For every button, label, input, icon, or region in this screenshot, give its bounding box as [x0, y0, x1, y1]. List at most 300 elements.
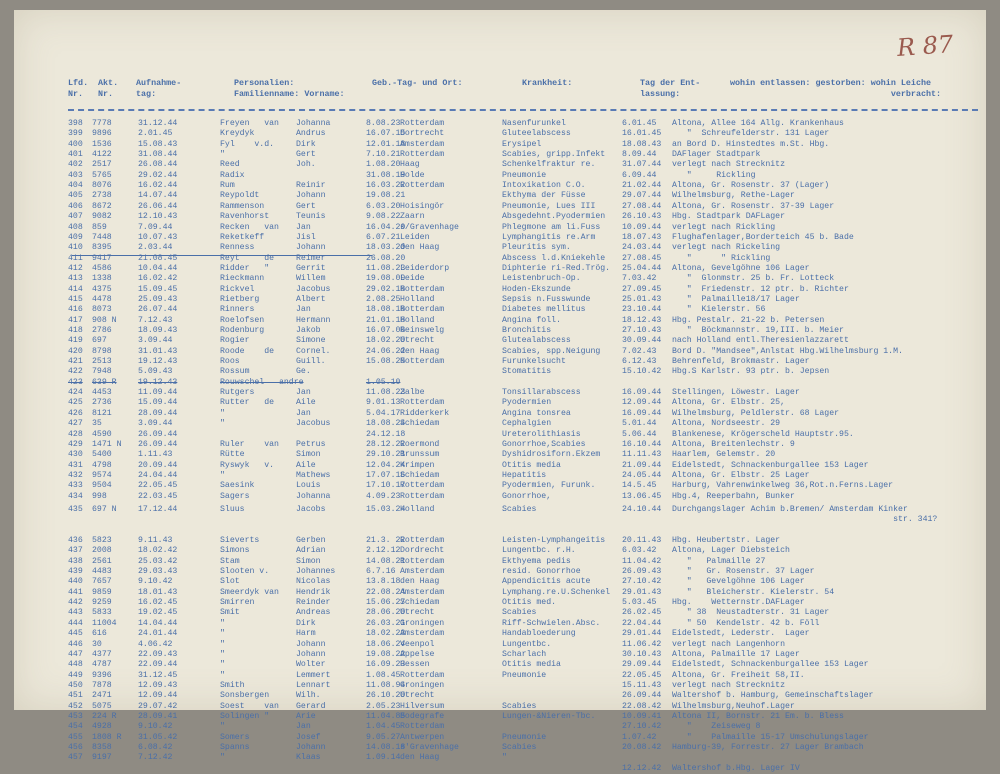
table-row [14, 149, 986, 160]
geb-tag: 5.04.17 [366, 408, 401, 418]
entlassung-tag: 12.09.44 [622, 398, 662, 408]
wohin-entlassen: " Glonmstr. 25 b. Fr. Lotteck [672, 274, 835, 284]
wohin-entlassen: " Bleicherstr. Kielerstr. 54 [672, 587, 835, 597]
lfd-nr: 427 [68, 419, 83, 429]
table-row [14, 690, 986, 701]
vorname: Guill. [296, 357, 326, 367]
wohin-entlassen: verlegt nach Strecknitz [672, 160, 786, 170]
table-row [14, 449, 986, 460]
table-row [14, 514, 986, 525]
lfd-nr: 438 [68, 556, 83, 566]
lfd-nr: 408 [68, 222, 83, 232]
vorname: Dirk [296, 139, 316, 149]
akt-nr: 8076 [92, 181, 112, 191]
lfd-nr: 407 [68, 212, 83, 222]
krankheit: Dyshidrosiforn.Ekzem [502, 450, 601, 460]
header-geb: Geb.-Tag- und Ort: [372, 78, 463, 88]
akt-nr: 8073 [92, 305, 112, 315]
wohin-entlassen: Eidelstedt, Schnackenburgallee 153 Lager [672, 660, 869, 670]
entlassung-tag: 27.10.43 [622, 326, 662, 335]
krankheit: Gonorrhoe,Scabies [502, 439, 586, 449]
table-row [14, 480, 986, 491]
akt-nr: 2471 [92, 691, 112, 701]
geb-ort: Groningen [400, 680, 445, 690]
familienname: Saesink [220, 481, 255, 491]
table-row [14, 273, 986, 284]
akt-nr: 2786 [92, 326, 112, 335]
vorname: Nicolas [296, 577, 331, 587]
table-row [14, 525, 986, 536]
geb-tag: 7.10.21 [366, 150, 401, 160]
krankheit: Tonsillarabscess [502, 388, 581, 398]
familienname: Ravenhorst [220, 212, 270, 222]
geb-ort: s'Gravenhage [400, 743, 459, 752]
wohin-entlassen: Altona, Gr. Rosenstr. 37 (Lager) [672, 181, 830, 191]
vorname: Gerben [296, 536, 326, 545]
akt-nr: 7878 [92, 680, 112, 690]
lfd-nr: 446 [68, 639, 83, 649]
header-aufnahme: Aufnahme- tag: [136, 78, 182, 99]
lfd-nr: 406 [68, 201, 83, 211]
vorname: Hermann [296, 315, 331, 325]
aufnahme-tag: 15.08.43 [138, 139, 178, 149]
geb-ort: Schiedam [400, 470, 440, 480]
vorname: Johannes [296, 567, 336, 577]
vorname: Simon [296, 450, 321, 460]
akt-nr: 35 [92, 419, 102, 429]
lfd-nr: 453 [68, 711, 83, 721]
geb-ort: Ridderkerk [400, 408, 450, 418]
krankheit: Absgedehnt.Pyodermien [502, 212, 606, 222]
geb-ort: Krimpen [400, 460, 435, 470]
wohin-entlassen: Waltershof b. Hamburg, Gemeinschaftslager [672, 691, 874, 701]
vorname: Jan [296, 305, 311, 315]
geb-tag: 2.05.23 [366, 701, 401, 711]
geb-ort: Groningen [400, 618, 445, 628]
akt-nr: 2008 [92, 546, 112, 556]
entlassung-tag: 16.09.44 [622, 408, 662, 418]
table-row [14, 460, 986, 471]
familienname: Reypoldt [220, 191, 260, 201]
wohin-entlassen: " Gr. Rosenstr. 37 Lager [672, 567, 815, 577]
geb-tag: 8.08.23 [366, 119, 401, 128]
geb-tag: 22.08.24 [366, 587, 406, 597]
wohin-entlassen: Eidelstedt, Lederstr. Lager [672, 629, 810, 639]
krankheit: Hepatitis [502, 470, 547, 480]
entlassung-tag: 26.02.45 [622, 608, 662, 618]
aufnahme-tag: 14.07.44 [138, 191, 178, 201]
table-row [14, 752, 986, 763]
akt-nr: 1808 R [92, 732, 122, 742]
wohin-entlassen: DAFlager Stadtpark [672, 150, 761, 160]
geb-tag: 18.02.20 [366, 336, 406, 346]
vorname: Andrus [296, 129, 326, 139]
lfd-nr: 442 [68, 598, 83, 608]
table-row [14, 170, 986, 181]
familienname: Slot [220, 577, 240, 587]
krankheit: Diphterie ri-Red.Trög. [502, 263, 611, 273]
wohin-entlassen: Altona, Breitenlechstr. 9 [672, 439, 795, 449]
familienname: Smeerdyk van [220, 587, 279, 597]
familienname: Rossum [220, 367, 250, 377]
lfd-nr: 424 [68, 388, 83, 398]
wohin-entlassen: Altona, Lager Diebsteich [672, 546, 790, 556]
table-row [14, 711, 986, 722]
akt-nr: 4122 [92, 150, 112, 160]
geb-ort: Roermond [400, 439, 440, 449]
table-row [14, 222, 986, 233]
strikethrough-line [72, 255, 372, 256]
table-row [14, 159, 986, 170]
table-row [14, 180, 986, 191]
geb-tag: 16.07.06 [366, 326, 406, 335]
entlassung-tag: 25.01.43 [622, 294, 662, 304]
vorname: Jan [296, 388, 311, 398]
familienname: Rieckmann [220, 274, 265, 284]
akt-nr: 859 [92, 222, 107, 232]
geb-ort: Rotterdam [400, 722, 445, 732]
geb-tag: 16.04.20 [366, 222, 406, 232]
lfd-nr: 433 [68, 481, 83, 491]
krankheit: Ekthyma der Füsse [502, 191, 586, 201]
familienname: " [220, 408, 225, 418]
lfd-nr: 439 [68, 567, 83, 577]
vorname: Lemmert [296, 670, 331, 680]
akt-nr: 1536 [92, 139, 112, 149]
lfd-nr: 400 [68, 139, 83, 149]
geb-ort: Amsterdam [400, 629, 445, 639]
vorname: Jan [296, 222, 311, 232]
vorname: Johann [296, 743, 326, 752]
geb-tag: 18.08.18 [366, 305, 406, 315]
krankheit: Lungentbc. r.H. [502, 546, 576, 556]
geb-ort: Reinswelg [400, 326, 445, 335]
geb-ort: Holde [400, 170, 425, 180]
akt-nr: 8358 [92, 743, 112, 752]
lfd-nr: 404 [68, 181, 83, 191]
lfd-nr: 434 [68, 491, 83, 501]
vorname: Jacobus [296, 419, 331, 429]
lfd-nr: 409 [68, 232, 83, 242]
krankheit: Glutealabscess [502, 336, 571, 346]
geb-tag: 1.09.14 [366, 753, 401, 763]
familienname: " [220, 150, 225, 160]
aufnahme-tag: 2.03.44 [138, 243, 173, 253]
lfd-nr: 417 [68, 315, 83, 325]
aufnahme-tag: 12.10.43 [138, 212, 178, 222]
familienname: Slooten v. [220, 567, 270, 577]
geb-ort: Amsterdam [400, 587, 445, 597]
akt-nr: 639 R [92, 377, 117, 387]
krankheit: Scabies, spp.Neigung [502, 346, 601, 356]
akt-nr: 8672 [92, 201, 112, 211]
akt-nr: 4377 [92, 649, 112, 659]
lfd-nr: 415 [68, 294, 83, 304]
akt-nr: 30 [92, 639, 102, 649]
krankheit: Pyodermien, Furunk. [502, 481, 596, 491]
wohin-entlassen: Hbg.4, Reeperbahn, Bunker [672, 491, 795, 501]
table-row [14, 294, 986, 305]
wohin-entlassen: Altona II, Bornstr. 21 Em. b. Bless [672, 711, 844, 721]
entlassung-tag: 26.10.43 [622, 212, 662, 222]
vorname: Arie [296, 711, 316, 721]
wohin-entlassen: Behrenfeld, Brokmastr. Lager [672, 357, 810, 367]
entlassung-tag: 5.01.44 [622, 419, 657, 429]
entlassung-tag: 31.07.44 [622, 160, 662, 170]
wohin-entlassen: Haarlem, Gelemstr. 20 [672, 450, 776, 460]
lfd-nr: 443 [68, 608, 83, 618]
geb-tag: 29.02.18 [366, 284, 406, 294]
aufnahme-tag: 2.01.45 [138, 129, 173, 139]
wohin-entlassen: Altona, Gr. Elbstr. 25, [672, 398, 786, 408]
wohin-entlassen: " 38 Neustadterstr. 31 Lager [672, 608, 830, 618]
wohin-entlassen: verlegt nach Rickling [672, 222, 776, 232]
table-header [14, 78, 986, 108]
entlassung-tag: 27.10.42 [622, 577, 662, 587]
aufnahme-tag: 19.02.45 [138, 608, 178, 618]
table-row [14, 377, 986, 388]
krankheit: Ekthyema pedis [502, 556, 571, 566]
familienname: Ruler van [220, 439, 279, 449]
entlassung-tag: 21.02.44 [622, 181, 662, 191]
akt-nr: 616 [92, 629, 107, 639]
familienname: Sluus [220, 504, 245, 514]
lfd-nr: 432 [68, 470, 83, 480]
familienname: Reed [220, 160, 240, 170]
krankheit: Scabies [502, 608, 537, 618]
wohin-entlassen: Flughafenlager,Borderteich 45 b. Bade [672, 232, 854, 242]
familienname: " [220, 639, 225, 649]
krankheit: Appendicitis acute [502, 577, 591, 587]
akt-nr: 4478 [92, 294, 112, 304]
geb-tag: 16.03.22 [366, 181, 406, 191]
wohin-entlassen: nach Holland entl.Theresienlazzarett [672, 336, 849, 346]
lfd-nr: 437 [68, 546, 83, 556]
geb-tag: 2.08.25 [366, 294, 401, 304]
akt-nr: 9417 [92, 253, 112, 263]
aufnahme-tag: 15.09.44 [138, 398, 178, 408]
aufnahme-tag: 5.09.43 [138, 367, 173, 377]
vorname: Johann [296, 639, 326, 649]
entlassung-tag: 29.01.43 [622, 587, 662, 597]
header-wohin: wohin entlassen: gestorben: wohin Leiche verbracht: [730, 78, 942, 99]
entlassung-tag: 5.03.45 [622, 598, 657, 608]
wohin-entlassen: an Bord D. Hinstedtes m.St. Hbg. [672, 139, 830, 149]
wohin-entlassen: " Zeiseweg 8 [672, 722, 761, 732]
aufnahme-tag: 26.09.44 [138, 439, 178, 449]
entlassung-tag: 7.02.43 [622, 346, 657, 356]
aufnahme-tag: 1.11.43 [138, 450, 173, 460]
lfd-nr: 457 [68, 753, 83, 763]
table-row [14, 628, 986, 639]
lfd-nr: 398 [68, 119, 83, 128]
familienname: Roelofsen [220, 315, 265, 325]
wohin-entlassen: Hbg. Stadtpark DAFLager [672, 212, 786, 222]
lfd-nr: 430 [68, 450, 83, 460]
geb-ort: Schiedam [400, 419, 440, 429]
lfd-nr: 447 [68, 649, 83, 659]
familienname: " [220, 419, 225, 429]
geb-ort: Rotterdam [400, 284, 445, 294]
wohin-entlassen: Altona, Allee 164 Allg. Krankenhaus [672, 119, 844, 128]
table-row [14, 491, 986, 502]
akt-nr: 8798 [92, 346, 112, 356]
krankheit: Scabies [502, 504, 537, 514]
geb-ort: den Haag [400, 577, 440, 587]
geb-ort: Schiedam [400, 598, 440, 608]
wohin-entlassen: Wilhelmsburg, Rethe-Lager [672, 191, 795, 201]
geb-tag: 31.08.19 [366, 170, 406, 180]
table-row [14, 356, 986, 367]
geb-tag: 19.08.09 [366, 274, 406, 284]
table-row [14, 211, 986, 222]
lfd-nr: 411 [68, 253, 83, 263]
entlassung-tag: 27.09.45 [622, 284, 662, 294]
table-row [14, 387, 986, 398]
geb-tag: 14.08.21 [366, 556, 406, 566]
table-row [14, 504, 986, 515]
geb-ort: Hoisingör [400, 201, 445, 211]
geb-tag: 26.03.21 [366, 618, 406, 628]
vorname: Johann [296, 191, 326, 201]
geb-tag: 15.06.27 [366, 598, 406, 608]
akt-nr: 2517 [92, 160, 112, 170]
geb-ort: Utrecht [400, 336, 435, 346]
vorname: Adrian [296, 546, 326, 556]
geb-ort: Rotterdam [400, 481, 445, 491]
vorname: Ge. [296, 367, 311, 377]
aufnahme-tag: 29.07.42 [138, 701, 178, 711]
table-row [14, 118, 986, 129]
geb-ort: Bodegrafe [400, 711, 445, 721]
wohin-entlassen: " Palmaille18/17 Lager [672, 294, 800, 304]
aufnahme-tag: 31.08.44 [138, 150, 178, 160]
familienname: Kreydyk [220, 129, 255, 139]
entlassung-tag: 11.11.43 [622, 450, 662, 460]
entlassung-tag: 15.10.42 [622, 367, 662, 377]
aufnahme-tag: 10.04.44 [138, 263, 178, 273]
akt-nr: 4798 [92, 460, 112, 470]
wohin-entlassen: Eidelstedt, Schnackenburgallee 153 Lager [672, 460, 869, 470]
krankheit: Angina tonsrea [502, 408, 571, 418]
lfd-nr: 422 [68, 367, 83, 377]
aufnahme-tag: 12.09.44 [138, 691, 178, 701]
aufnahme-tag: 18.01.43 [138, 587, 178, 597]
geb-tag: 18.08.24 [366, 419, 406, 429]
vorname: Johann [296, 243, 326, 253]
entlassung-tag: 30.09.44 [622, 336, 662, 346]
table-row [14, 470, 986, 481]
familienname: Rietberg [220, 294, 260, 304]
krankheit: Sepsis n.Fusswunde [502, 294, 591, 304]
familienname: Rickvel [220, 284, 255, 294]
table-row [14, 263, 986, 274]
vorname: Aile [296, 460, 316, 470]
entlassung-tag: 21.09.44 [622, 460, 662, 470]
aufnahme-tag: 7.09.44 [138, 222, 173, 232]
akt-nr: 697 N [92, 504, 117, 514]
familienname: Solingen " [220, 711, 270, 721]
aufnahme-tag: 10.07.43 [138, 232, 178, 242]
geb-ort: Amsterdam [400, 567, 445, 577]
aufnahme-tag: 19.12.43 [138, 357, 178, 367]
geb-ort: Rotterdam [400, 491, 445, 501]
familienname: Somers [220, 732, 250, 742]
lfd-nr: 410 [68, 243, 83, 253]
familienname: Renness [220, 243, 255, 253]
geb-tag: 26.08.20 [366, 253, 406, 263]
geb-ort: Rotterdam [400, 119, 445, 128]
krankheit: Lungentbc. [502, 639, 552, 649]
krankheit: Lymphang.re.U.Schenkel [502, 587, 611, 597]
table-row [14, 397, 986, 408]
lfd-nr: 449 [68, 670, 83, 680]
geb-ort: Leiderdorp [400, 263, 450, 273]
krankheit: Scabies [502, 701, 537, 711]
akt-nr: 2738 [92, 191, 112, 201]
geb-ort: Haag [400, 160, 420, 170]
akt-nr: 697 [92, 336, 107, 346]
akt-nr: 7948 [92, 367, 112, 377]
akt-nr: 908 N [92, 315, 117, 325]
entlassung-tag: 18.12.43 [622, 315, 662, 325]
aufnahme-tag: 9.10.42 [138, 577, 173, 587]
lfd-nr: 451 [68, 691, 83, 701]
krankheit: Erysipel [502, 139, 542, 149]
geb-ort: Rotterdam [400, 670, 445, 680]
familienname: Recken van [220, 222, 279, 232]
vorname: Johanna [296, 119, 331, 128]
table-row [14, 649, 986, 660]
akt-nr: 1338 [92, 274, 112, 284]
vorname: Harm [296, 629, 316, 639]
akt-nr: 4787 [92, 660, 112, 670]
krankheit: Riff-Schwielen.Absc. [502, 618, 601, 628]
table-row [14, 576, 986, 587]
table-row [14, 335, 986, 346]
lfd-nr: 450 [68, 680, 83, 690]
geb-tag: 18.02.23 [366, 629, 406, 639]
geb-tag: 18.03.20 [366, 243, 406, 253]
aufnahme-tag: 31.12.45 [138, 670, 178, 680]
aufnahme-tag: 25.09.43 [138, 294, 178, 304]
vorname: Jan [296, 408, 311, 418]
vorname: Albert [296, 294, 326, 304]
geb-ort: Antwerpen [400, 732, 445, 742]
lfd-nr: 405 [68, 191, 83, 201]
wohin-entlassen: Hbg.S Karlstr. 93 ptr. b. Jepsen [672, 367, 830, 377]
wohin-entlassen: Stellingen, Löwestr. Lager [672, 388, 800, 398]
akt-nr: 5400 [92, 450, 112, 460]
wohin-entlassen: Blankenese, Krögerscheld Hauptstr.95. [672, 429, 854, 439]
vorname: Hendrik [296, 587, 331, 597]
table-row [14, 597, 986, 608]
table-row [14, 408, 986, 419]
familienname: " [220, 753, 225, 763]
akt-nr: 224 R [92, 711, 117, 721]
krankheit: Lymphangitis re.Arm [502, 232, 596, 242]
aufnahme-tag: 31.05.42 [138, 732, 178, 742]
entlassung-tag: 27.08.44 [622, 201, 662, 211]
aufnahme-tag: 18.02.42 [138, 546, 178, 556]
wohin-entlassen: Altona, Gevelgöhne 106 Lager [672, 263, 810, 273]
aufnahme-tag: 18.09.43 [138, 326, 178, 335]
entlassung-tag: 30.10.43 [622, 649, 662, 659]
krankheit: Gonorrhoe, [502, 491, 552, 501]
entlassung-tag: 25.04.44 [622, 263, 662, 273]
vorname: Jakob [296, 326, 321, 335]
vorname: Lennart [296, 680, 331, 690]
